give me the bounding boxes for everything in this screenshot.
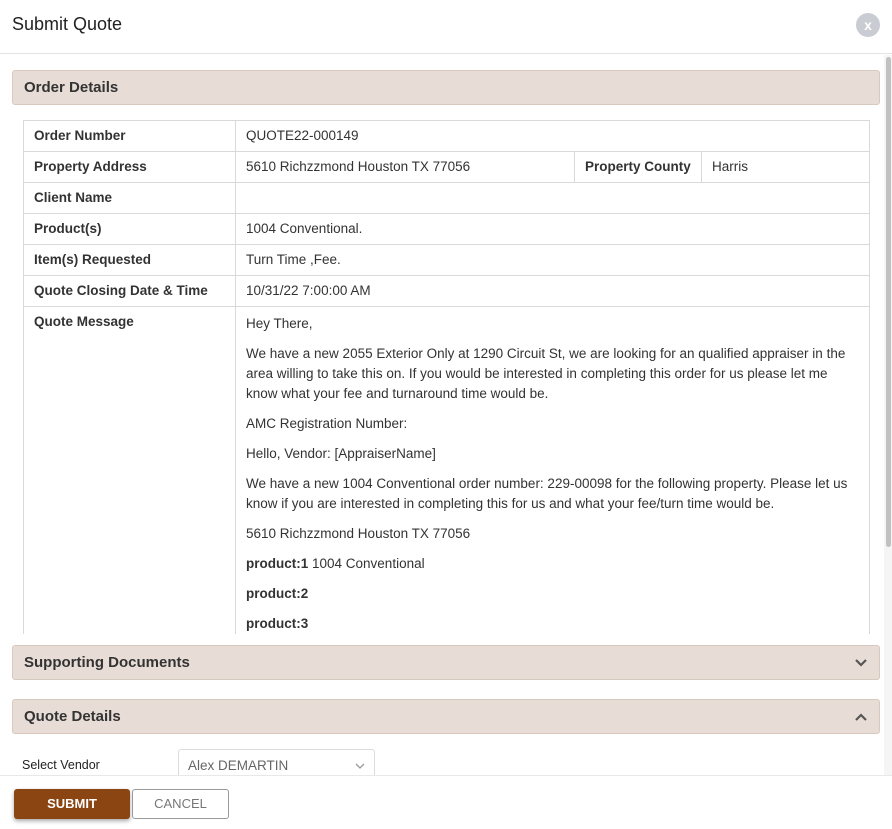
product-1-value: 1004 Conventional	[308, 556, 425, 571]
select-vendor-label: Select Vendor	[22, 758, 100, 772]
table-row	[24, 152, 870, 183]
order-details-table	[23, 120, 870, 652]
client-name-value	[236, 183, 870, 214]
vendor-select[interactable]	[178, 749, 375, 775]
table-row	[24, 276, 870, 307]
supporting-documents-title: Supporting Documents	[24, 654, 190, 671]
scrollbar-thumb[interactable]	[886, 57, 891, 547]
chevron-down-icon[interactable]	[853, 655, 869, 671]
vendor-select-value: Alex DEMARTIN	[188, 758, 289, 773]
chevron-up-icon[interactable]	[853, 709, 869, 725]
table-row	[24, 245, 870, 276]
table-row	[24, 214, 870, 245]
message-product-1	[246, 554, 859, 574]
closing-date-label: Quote Closing Date & Time	[24, 276, 236, 307]
submit-button[interactable]: SUBMIT	[14, 789, 130, 819]
quote-details-title: Quote Details	[24, 708, 121, 725]
property-county-label: Property County	[575, 152, 702, 183]
modal-header	[0, 0, 892, 54]
message-hello: Hello, Vendor: [AppraiserName]	[246, 446, 436, 461]
products-label: Product(s)	[24, 214, 236, 245]
quote-message	[236, 307, 870, 652]
items-requested-label: Item(s) Requested	[24, 245, 236, 276]
table-row	[24, 307, 870, 652]
property-address-value: 5610 Richzzmond Houston TX 77056	[236, 152, 575, 183]
chevron-down-icon	[354, 760, 366, 772]
order-details-header[interactable]	[12, 70, 880, 105]
closing-date-value: 10/31/22 7:00:00 AM	[236, 276, 870, 307]
product-1-label: product:1	[246, 556, 309, 571]
products-value: 1004 Conventional.	[236, 214, 870, 245]
quote-message-label: Quote Message	[24, 307, 236, 652]
message-product-3	[246, 614, 859, 634]
order-details-title: Order Details	[24, 79, 119, 96]
property-county-value: Harris	[702, 152, 870, 183]
message-amc: AMC Registration Number:	[246, 416, 408, 431]
message-address: 5610 Richzzmond Houston TX 77056	[246, 526, 471, 541]
client-name-label: Client Name	[24, 183, 236, 214]
message-paragraph: We have a new 2055 Exterior Only at 1290 Circuit St, we are looking for an qualified appraiser in the area willing to take this on. If you would be interested in completing this order for us please let me know what your fee and turnaround time would be.	[246, 346, 846, 401]
product-3-label: product:3	[246, 616, 309, 631]
product-2-label: product:2	[246, 586, 309, 601]
quote-details-header[interactable]	[12, 699, 880, 734]
modal-footer	[0, 775, 892, 829]
modal-title: Submit Quote	[12, 14, 123, 34]
close-icon[interactable]: x	[856, 13, 880, 37]
items-requested-value: Turn Time ,Fee.	[236, 245, 870, 276]
table-row	[24, 121, 870, 152]
table-row	[24, 183, 870, 214]
modal-body[interactable]	[0, 55, 892, 775]
message-greeting: Hey There,	[246, 316, 313, 331]
message-product-2	[246, 584, 859, 604]
message-paragraph: We have a new 1004 Conventional order number: 229-00098 for the following property. Please let us know if you are interested in completing this for us and what your fee/turn time would be.	[246, 476, 848, 511]
supporting-documents-header[interactable]	[12, 645, 880, 680]
property-address-label: Property Address	[24, 152, 236, 183]
order-number-label: Order Number	[24, 121, 236, 152]
cancel-button[interactable]: CANCEL	[132, 789, 229, 819]
order-number-value: QUOTE22-000149	[236, 121, 870, 152]
